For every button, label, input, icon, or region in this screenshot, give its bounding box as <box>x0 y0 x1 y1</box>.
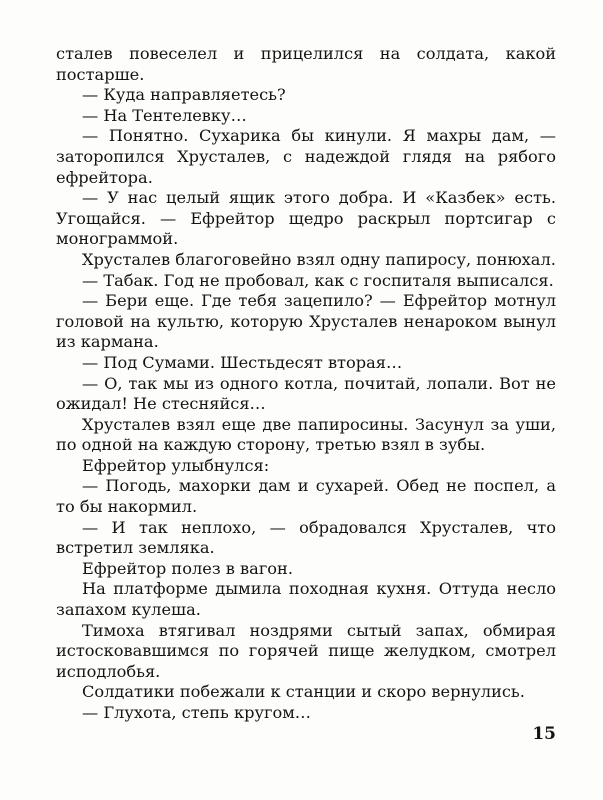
paragraph: — О, так мы из одного котла, почитай, лопали. Вот не ожидал! Не стесняйся… <box>56 373 556 414</box>
body-text <box>56 44 556 724</box>
paragraph: — Куда направляетесь? <box>82 85 286 105</box>
paragraph: — У нас целый ящик этого добра. И «Казбек» есть. Угощайся. — Ефрейтор щедро раскрыл портсигар с монограммой. <box>56 188 556 249</box>
paragraph: — Табак. Год не пробовал, как с госпиталя выписался. <box>82 270 554 290</box>
paragraph: сталев повеселел и прицелился на солдата, какой постарше. <box>56 44 556 84</box>
paragraph: — Понятно. Сухарика бы кинули. Я махры дам, — заторопился Хрусталев, с надеждой глядя на рябого ефрейтора. <box>56 126 556 187</box>
paragraph: Ефрейтор улыбнулся: <box>82 455 270 475</box>
paragraph: — Глухота, степь кругом… <box>82 703 311 722</box>
paragraph: — И так неплохо, — обрадовался Хрусталев, что встретил земляка. <box>56 517 556 558</box>
paragraph: На платформе дымила походная кухня. Оттуда несло запахом кулеша. <box>56 579 556 620</box>
paragraph: — Под Сумами. Шестьдесят вторая… <box>82 352 403 372</box>
paragraph: Ефрейтор полез в вагон. <box>82 558 293 578</box>
paragraph: — На Тентелевку… <box>82 105 247 125</box>
paragraph: Хрусталев взял еще две папиросины. Засунул за уши, по одной на каждую сторону, третью взял в зубы. <box>56 414 556 455</box>
paragraph: Солдатики побежали к станции и скоро вернулись. <box>82 682 525 702</box>
paragraph: Тимоха втягивал ноздрями сытый запах, обмирая истосковавшимся по горячей пище желудком, смотрел исподлобья. <box>56 620 556 681</box>
paragraph: — Бери еще. Где тебя зацепило? — Ефрейтор мотнул головой на культю, которую Хрусталев ненароком вынул из кармана. <box>56 291 556 352</box>
paragraph: Хрусталев благоговейно взял одну папиросу, понюхал. <box>82 249 556 269</box>
paragraph: — Погодь, махорки дам и сухарей. Обед не поспел, а то бы накормил. <box>56 476 556 517</box>
page-number: 15 <box>532 724 556 744</box>
